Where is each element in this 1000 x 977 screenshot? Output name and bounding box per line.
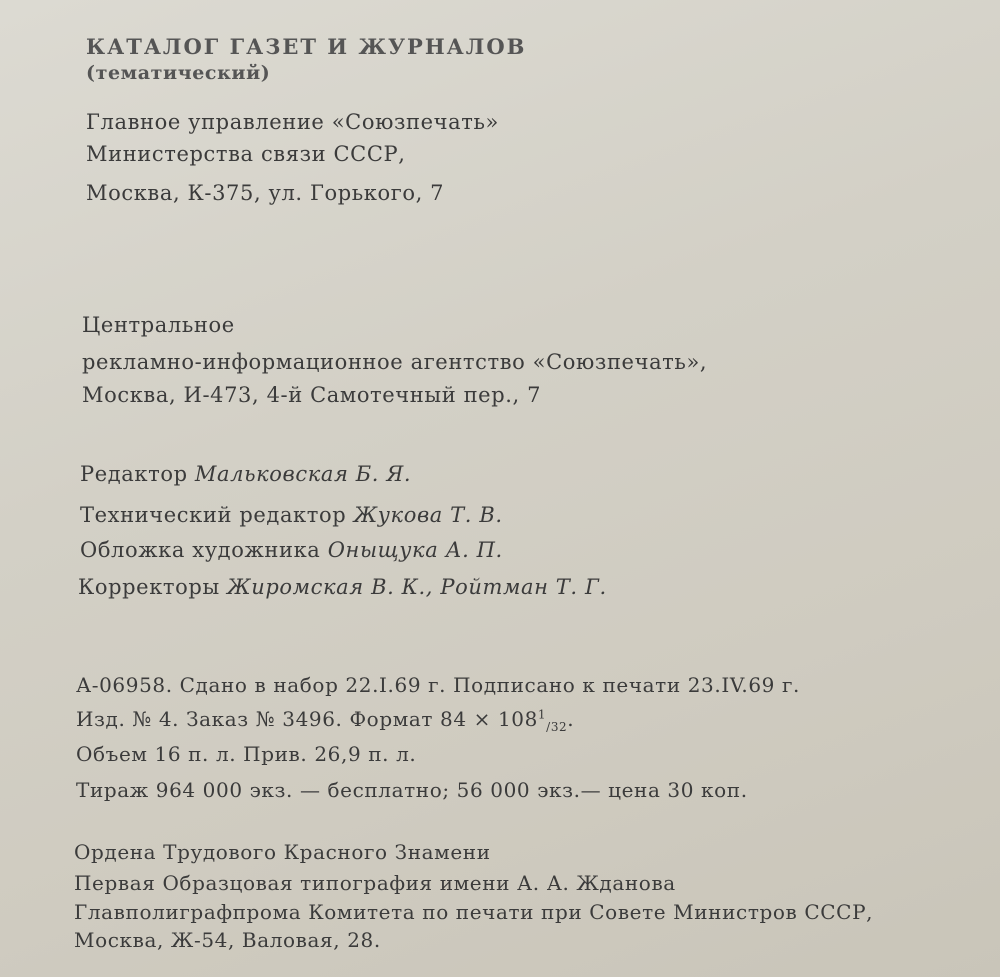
imprint-line-1: А-06958. Сдано в набор 22.I.69 г. Подписано к печати 23.IV.69 г. xyxy=(76,673,800,697)
publisher-line-2: Министерства связи СССР, xyxy=(86,142,406,166)
catalog-title: КАТАЛОГ ГАЗЕТ И ЖУРНАЛОВ xyxy=(86,34,527,59)
editor-name: Мальковская Б. Я. xyxy=(194,462,412,486)
cover-artist-name: Оныщука А. П. xyxy=(327,538,503,562)
printer-line-3: Главполиграфпрома Комитета по печати при Совете Министров СССР, xyxy=(74,900,874,924)
editor-line xyxy=(80,462,411,486)
catalog-subtitle: (тематический) xyxy=(86,62,271,84)
imprint-line-2 xyxy=(76,707,574,734)
tech-editor-line xyxy=(80,503,503,527)
publisher-line-1: Главное управление «Союзпечать» xyxy=(86,110,499,134)
publisher-address: Москва, К-375, ул. Горького, 7 xyxy=(86,181,445,205)
tech-editor-name: Жукова Т. В. xyxy=(353,503,503,527)
agency-line-2: рекламно-информационное агентство «Союзпечать», xyxy=(82,350,708,374)
correctors-label: Корректоры xyxy=(78,575,220,599)
cover-label: Обложка художника xyxy=(80,538,321,562)
imprint-line-3: Объем 16 п. л. Прив. 26,9 п. л. xyxy=(76,742,417,766)
corrector-name-1: Жиромская В. К., xyxy=(227,575,434,599)
format-period: . xyxy=(567,707,575,731)
printer-address: Москва, Ж-54, Валовая, 28. xyxy=(74,928,381,952)
printer-line-1: Ордена Трудового Красного Знамени xyxy=(74,840,491,864)
correctors-line xyxy=(78,575,607,599)
format-superscript: 1 xyxy=(537,707,547,722)
agency-line-1: Центральное xyxy=(82,313,235,337)
tech-editor-label: Технический редактор xyxy=(80,503,347,527)
corrector-name-2: Ройтман Т. Г. xyxy=(440,575,607,599)
editor-label: Редактор xyxy=(80,462,188,486)
imprint-circulation: Тираж 964 000 экз. — бесплатно; 56 000 экз.— цена 30 коп. xyxy=(76,778,748,802)
agency-address: Москва, И-473, 4-й Самотечный пер., 7 xyxy=(82,383,542,407)
imprint-format: Изд. № 4. Заказ № 3496. Формат 84 × 108 xyxy=(76,707,538,731)
format-subscript: /32 xyxy=(546,720,568,734)
printer-line-2: Первая Образцовая типография имени А. А. Жданова xyxy=(74,871,676,895)
cover-line xyxy=(80,538,503,562)
